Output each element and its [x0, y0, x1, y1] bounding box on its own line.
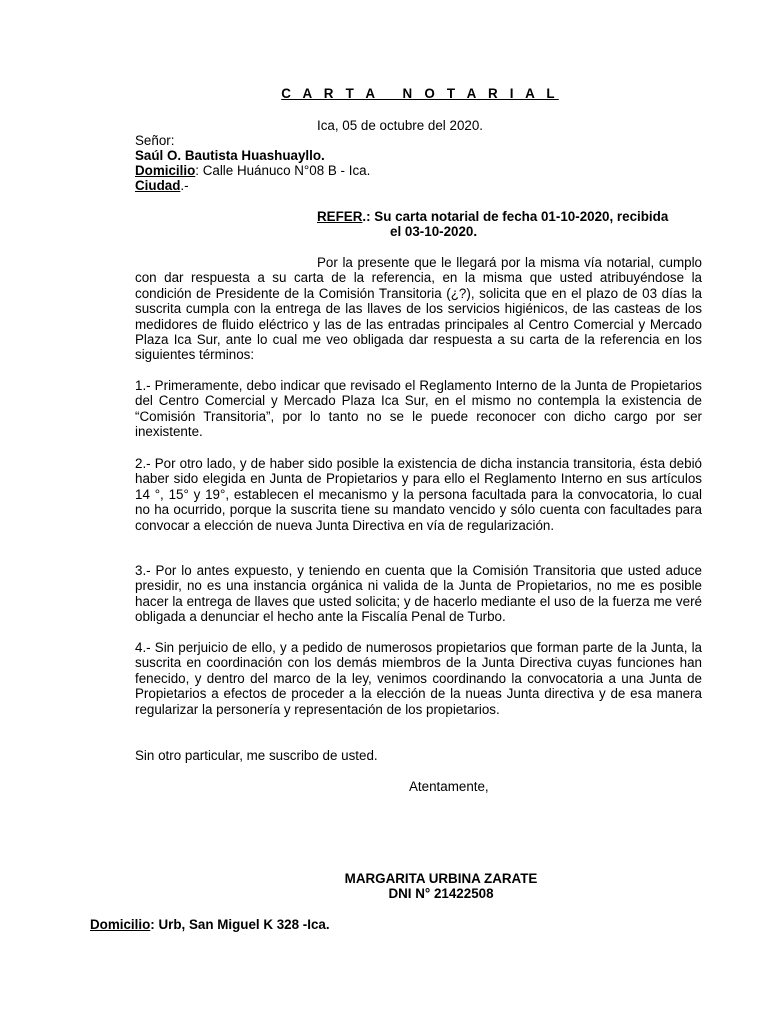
city-label: Ciudad	[135, 178, 181, 193]
point-2-paragraph: 2.- Por otro lado, y de haber sido posible la existencia de dicha instancia transitoria, ésta debió haber sido elegida en Junta de Propietarios y para ello el Reglamento Interno en sus artículos 14 °, 15° y 19°, establecen el mecanismo y la persona facultada para la convocatoria, lo cual no ha ocurrido, porque la suscrita tiene su mandato vencido y sólo cuenta con facultades para convocar a elección de nueva Junta Directiva en vía de regularización.	[135, 456, 702, 533]
footer-address	[90, 917, 330, 932]
intro-paragraph	[135, 255, 702, 363]
address-label: Domicilio	[135, 163, 196, 178]
signer-name: MARGARITA URBINA ZARATE	[344, 871, 538, 886]
address-value: : Calle Huánuco N°08 B - Ica.	[195, 163, 371, 178]
letter-date: Ica, 05 de octubre del 2020.	[317, 118, 484, 133]
recipient-name: Saúl O. Bautista Huashuayllo.	[135, 148, 325, 163]
footer-address-label: Domicilio	[90, 917, 151, 932]
signer-dni: DNI N° 21422508	[388, 886, 494, 902]
city-value: .-	[180, 178, 189, 193]
intro-text: Por la presente que le llegará por la misma vía notarial, cumplo con dar respuesta a su carta de la referencia, en la misma que usted atribuyéndose la condición de Presidente de la Comisión Transitoria (¿?), solicita que en el plazo de 03 días la suscrita cumpla con la entrega de las llaves de los servicios higiénicos, de las casteas de los medidores de fluido eléctrico y las de las entradas principales al Centro Comercial y Mercado Plaza Ica Sur, ante lo cual me veo obligada dar respuesta a su carta de la referencia en los siguientes términos:	[135, 255, 702, 363]
closing-text: Sin otro particular, me suscribo de usted.	[135, 748, 378, 763]
recipient-address	[135, 163, 370, 178]
recipient-city	[135, 178, 189, 193]
reference-text-line1: .: Su carta notarial de fecha 01-10-2020, recibida	[362, 209, 669, 224]
footer-address-value: : Urb, San Miguel K 328 -Ica.	[150, 917, 330, 932]
recipient-salutation: Señor:	[135, 133, 175, 148]
signature-block	[0, 871, 768, 902]
reference-label: REFER	[317, 209, 363, 224]
reference-block	[317, 209, 702, 240]
point-4-paragraph: 4.- Sin perjuicio de ello, y a pedido de numerosos propietarios que forman parte de la Junta, la suscrita en coordinación con los demás miembros de la Junta Directiva cuyas funciones han fenecido, y dentro del marco de la ley, venimos coordinando la convocatoria a una Junta de Propietarios a efectos de proceder a la elección de la nueas Junta directiva y de esa manera regularizar la personería y representación de los propietarios.	[135, 640, 702, 717]
document-title: C A R T A N O T A R I A L	[281, 86, 559, 101]
point-1-paragraph: 1.- Primeramente, debo indicar que revisado el Reglamento Interno de la Junta de Propietarios del Centro Comercial y Mercado Plaza Ica Sur, en el mismo no contempla la existencia de “Comisión Transitoria”, por lo tanto no se le puede reconocer con dicho cargo por ser inexistente.	[135, 378, 702, 440]
reference-text-line2: el 03-10-2020.	[390, 224, 478, 240]
closing-regards: Atentamente,	[409, 779, 489, 794]
point-3-paragraph: 3.- Por lo antes expuesto, y teniendo en cuenta que la Comisión Transitoria que usted aduce presidir, no es una instancia orgánica ni valida de la Junta de Propietarios, no me es posible hacer la entrega de llaves que usted solicita; y de hacerlo mediante el uso de la fuerza me veré obligada a denunciar el hecho ante la Fiscalía Penal de Turbo.	[135, 563, 702, 625]
